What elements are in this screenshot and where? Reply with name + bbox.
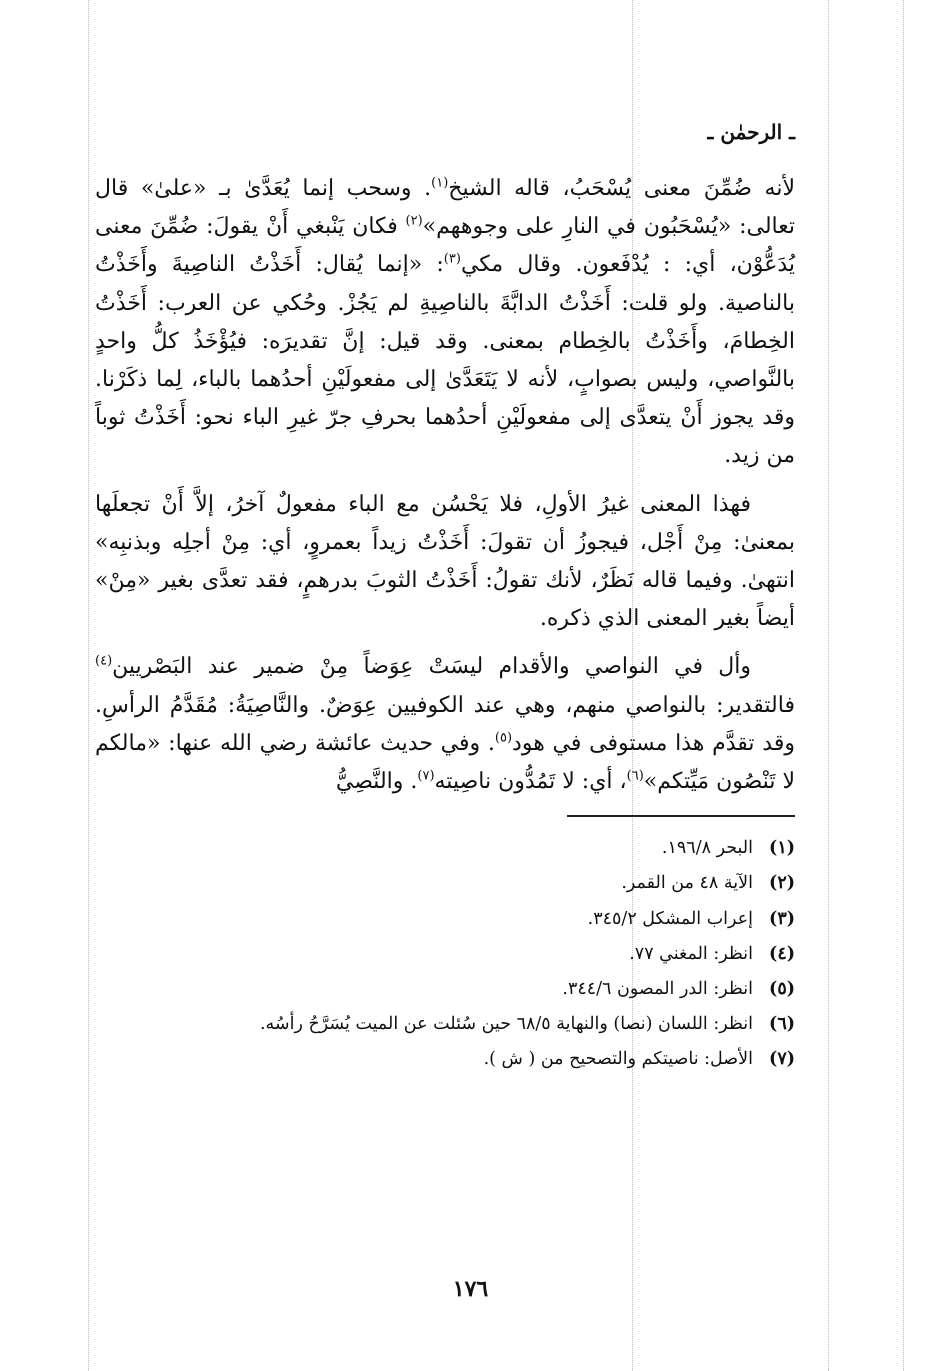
margin-guide-right [828,0,829,1371]
footnote-reference: (٦) [626,768,644,784]
footnote-text: الأصل: ناصيتكم والتصحيح من ( ش ). [483,1049,753,1070]
footnote [95,831,795,866]
footnote [95,937,795,972]
footnote-number: (٤) [769,943,795,964]
footnote-rule [567,815,795,817]
footnote-reference: (١) [431,175,449,191]
footnote [95,902,795,937]
footnote-number: (٦) [769,1014,795,1035]
footnote [95,866,795,901]
footnote [95,1007,795,1042]
paragraph [95,648,795,801]
paragraph-text: لأنه ضُمِّنَ معنى يُسْحَبُ، قاله الشيخ [448,176,795,201]
body-text [95,170,795,801]
paragraph-text: فهذا المعنى غيرُ الأولِ، فلا يَحْسُن مع الباء مفعولٌ آخرُ، إلاَّ أَنْ تجعلَها بمعنىٰ: مِنْ أَجْل، فيجوزُ أن تقولَ: أَخَذْتُ زيداً بعمروٍ، أي: مِنْ أجلِه وبذنبِه» انتهىٰ. وفيما قاله نَظَرٌ، لأنك تقولُ: أَخَذْتُ الثوبَ بدرهمٍ، فقد تعدَّى بغير «مِنْ» أيضاً بغير المعنى الذي ذكره. [95,491,795,632]
footnote-number: (٥) [769,979,795,1000]
footnote-reference: (٧) [417,768,435,784]
footnote-reference: (٥) [494,730,513,746]
footnote-text: انظر: الدر المصون ٣٤٤/٦. [562,979,753,1000]
footnote-reference: (٣) [443,252,461,268]
footnote-number: (١) [769,838,795,859]
footnote-number: (٢) [769,873,795,894]
footnote [95,1042,795,1077]
footnote-reference: (٢) [405,213,423,229]
margin-guide-edge [903,0,904,1371]
page-number: ١٧٦ [452,1276,489,1302]
footnote-text: انظر: اللسان (نصا) والنهاية ٦٨/٥ حين سُئلت عن الميت يُسَرَّحُ رأسُه. [259,1014,753,1035]
paragraph-text: : «إنما يُقال: أَخَذْتُ الناصِيةَ وأَخَذْتُ بالناصية. ولو قلت: أَخَذْتُ الدابَّةَ بالناصِيةِ لم يَجُزْ. وحُكي عن العرب: أَخَذْتُ الخِطامَ، وأَخَذْتُ بالخِطام بمعنى. وقد قيل: إنَّ تقديرَه: فيُؤْخَذُ كلُّ واحدٍ بالنَّواصي، وليس بصوابٍ، لأنه لا يَتَعَدَّىٰ إلى مفعولَيْنِ أحدُهما بالباء، لِما ذكَرْنا. وقد يجوز أَنْ يتعدَّى إلى مفعولَيْنِ أحدُهما بحرفِ جرّ غيرِ الباء نحو: أَخَذْتُ ثوباً من زيد. [95,252,795,469]
footnote [95,972,795,1007]
paragraph-text: ، أي: لا تَمُدُّون ناصِيته [434,769,627,795]
page-content [95,120,795,1078]
footnotes-list [95,831,795,1077]
paragraph-text: . والنَّصِيُّ [335,769,418,795]
footnote-text: إعراب المشكل ٣٤٥/٢. [587,908,753,929]
paragraph-text: . وسحب إنما يُعَدَّىٰ بـ «علىٰ» قال تعالى: «يُسْحَبُون في النارِ على وجوههم» [95,176,795,240]
paragraph-text: فكان يَنْبغي أَنْ يقولَ: ضُمِّنَ معنى يُدَعُّوْن، أي: : يُدْفَعون. وقال مكي [95,214,795,278]
footnote-text: البحر ١٩٦/٨. [661,838,753,859]
paragraph [95,486,795,639]
running-head: ـ الرحمٰن ـ [707,120,795,144]
footnote-text: انظر: المغني ٧٧. [629,943,753,964]
footnote-reference: (٤) [95,654,113,670]
margin-guide-left [88,0,89,1371]
paragraph-text: . وفي حديث عائشة رضي الله عنها: «مالكم لا تَنْصُون مَيِّتكم» [95,730,795,795]
footnote-number: (٧) [769,1049,795,1070]
paragraph [95,170,795,476]
paragraph-text: فالتقدير: بالنواصي منهم، وهي عند الكوفيين عِوَضٌ. والنَّاصِيَةُ: مُقَدَّمُ الرأسِ. وقد تقدَّم هذا مستوفى في هود [95,692,795,756]
paragraph-text: وأل في النواصي والأقدام ليسَتْ عِوَضاً مِنْ ضمير عند البَصْريين [112,654,751,680]
footnote-text: الآية ٤٨ من القمر. [621,873,753,894]
footnote-number: (٣) [769,908,795,929]
